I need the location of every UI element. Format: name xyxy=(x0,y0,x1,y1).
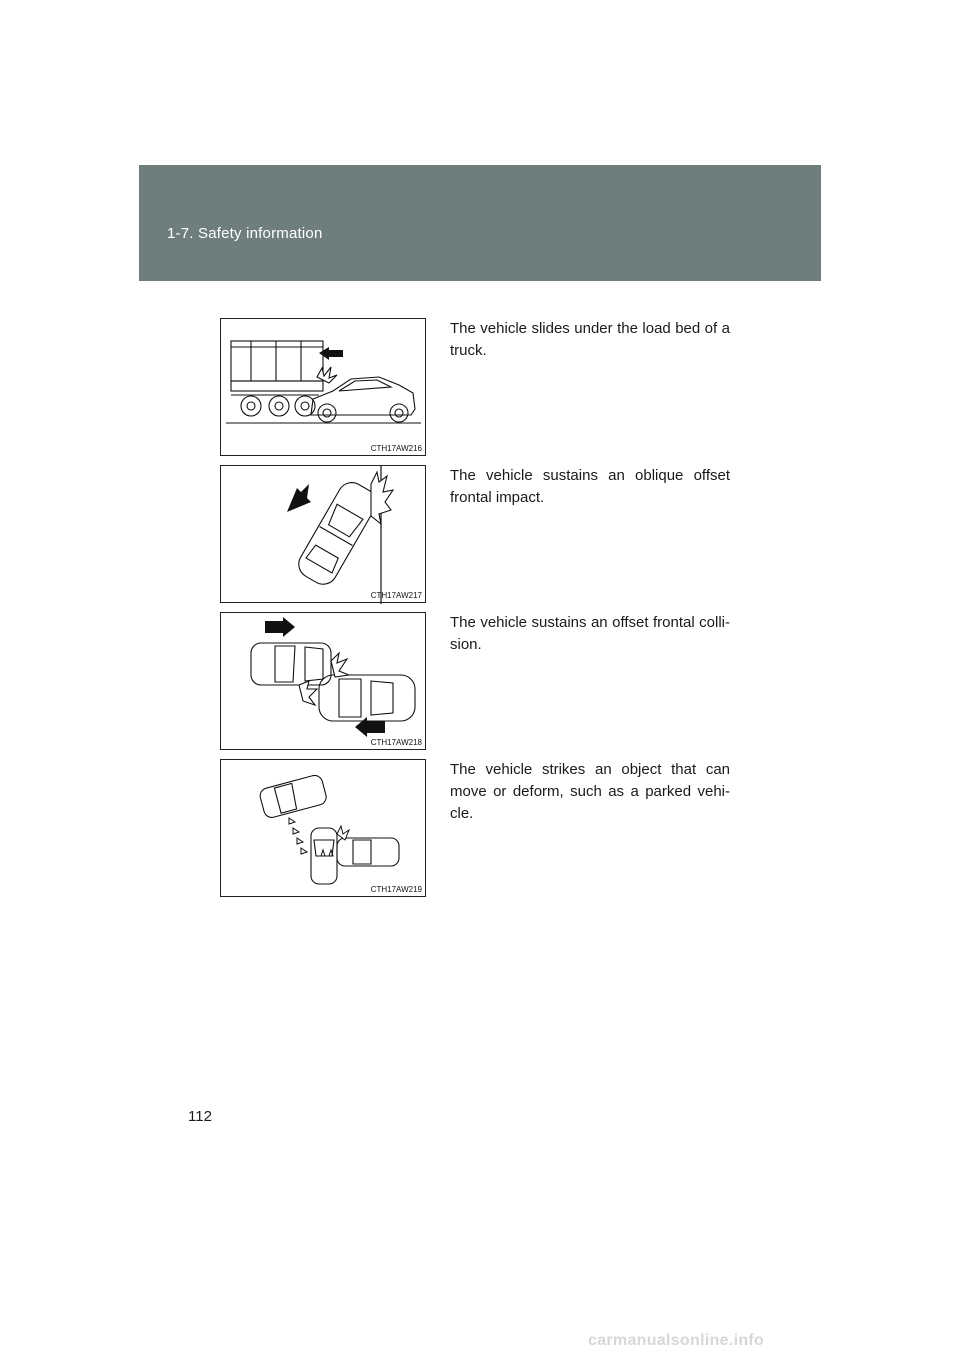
section-title: 1-7. Safety information xyxy=(167,225,323,242)
movable-object-drawing xyxy=(221,760,427,898)
figure-code: CTH17AW218 xyxy=(370,738,422,747)
truck-underride-drawing xyxy=(221,319,427,457)
figure-code: CTH17AW216 xyxy=(370,444,422,453)
offset-frontal-illustration xyxy=(220,612,426,750)
figure-row-truck-underride xyxy=(220,318,730,456)
figure-code: CTH17AW219 xyxy=(370,885,422,894)
oblique-offset-drawing xyxy=(221,466,427,604)
item-description: The vehicle sustains an oblique offset frontal impact. xyxy=(450,467,730,506)
item-description: The vehicle strikes an object that can move or deform, such as a parked vehi-cle. xyxy=(450,761,730,822)
page-number: 112 xyxy=(188,1108,212,1125)
item-description: The vehicle sustains an offset frontal colli-sion. xyxy=(450,614,730,653)
oblique-offset-illustration xyxy=(220,465,426,603)
movable-object-illustration xyxy=(220,759,426,897)
header-band xyxy=(139,165,821,281)
figure-row-offset-frontal xyxy=(220,612,730,750)
figure-row-oblique-offset xyxy=(220,465,730,603)
figure-code: CTH17AW217 xyxy=(370,591,422,600)
truck-underride-illustration xyxy=(220,318,426,456)
watermark: carmanualsonline.info xyxy=(588,1332,765,1349)
figure-row-movable-object xyxy=(220,759,730,897)
offset-frontal-drawing xyxy=(221,613,427,751)
item-description: The vehicle slides under the load bed of a truck. xyxy=(450,320,730,359)
